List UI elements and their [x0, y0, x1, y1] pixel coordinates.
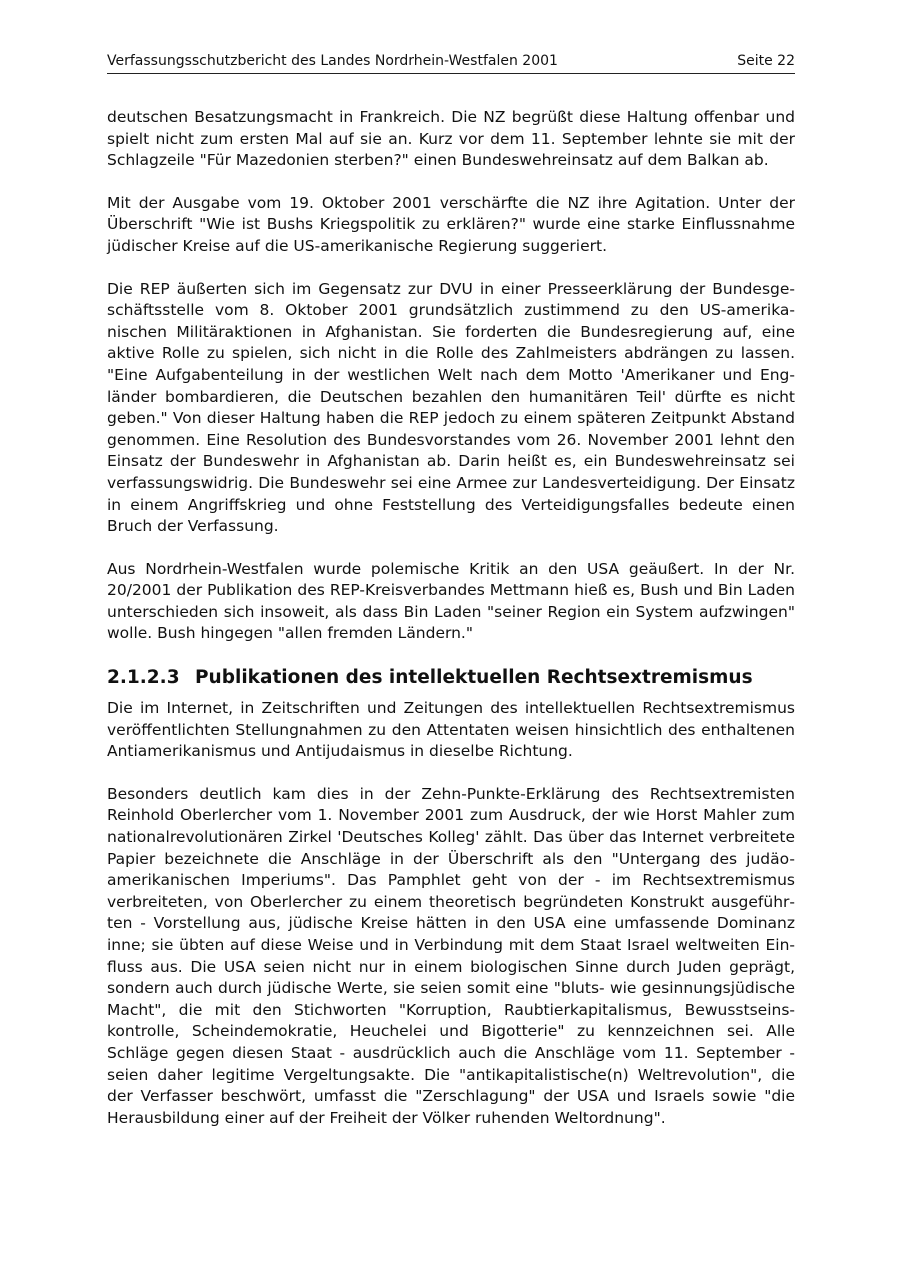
page-content — [107, 107, 795, 1129]
section-title: Publikationen des intellektuellen Rechtsextremismus — [195, 667, 753, 689]
section-number: 2.1.2.3 — [107, 667, 180, 689]
page-number: Seite 22 — [737, 53, 795, 69]
paragraph: Besonders deutlich kam dies in der Zehn-Punkte-Erklärung des Rechtsextremisten Reinhold Oberlercher vom 1. November 2001 zum Ausdruck, der wie Horst Mahler zum nationalrevolutionären Zirkel 'Deutsches Kolleg' zählt. Das über das Internet verbreitete Papier bezeichnete die Anschläge in der Überschrift als den "Untergang des judäo-amerikanischen Imperiums". Das Pamphlet geht von der - im Rechtsextremismus verbreiteten, von Oberlercher zu einem theoretisch begründeten Konstrukt ausgeführten - Vorstellung aus, jüdische Kreise hätten in den USA eine umfassende Dominanz inne; sie übten auf diese Weise und in Verbindung mit dem Staat Israel weltweiten Einfluss aus. Die USA seien nicht nur in einem biologischen Sinne durch Juden geprägt, sondern auch durch jüdische Werte, sie seien somit eine "bluts- wie gesinnungsjüdische Macht", die mit den Stichworten "Korruption, Raubtierkapitalismus, Bewusstseinskontrolle, Scheindemokratie, Heuchelei und Bigotterie" zu kennzeichnen sei. Alle Schläge gegen diesen Staat - ausdrücklich auch die Anschläge vom 11. September - seien daher legitime Vergeltungsakte. Die "antikapitalistische(n) Weltrevolution", die der Verfasser beschwört, umfasst die "Zerschlagung" der USA und Israels sowie "die Herausbildung einer auf der Freiheit der Völker ruhenden Weltordnung". — [107, 784, 795, 1127]
paragraph: deutschen Besatzungsmacht in Frankreich. Die NZ begrüßt diese Haltung offenbar und spielt nicht zum ersten Mal auf sie an. Kurz vor dem 11. September lehnte sie mit der Schlagzeile "Für Mazedonien sterben?" einen Bundeswehreinsatz auf dem Balkan ab. — [107, 108, 795, 170]
paragraph: Die im Internet, in Zeitschriften und Zeitungen des intellektuellen Rechtsextremismus veröffentlichten Stellungnahmen zu den Attentaten weisen hinsichtlich des enthaltenen Antiamerikanismus und Antijudaismus in dieselbe Richtung. — [107, 699, 795, 761]
document-page — [107, 52, 795, 1150]
paragraph: Aus Nordrhein-Westfalen wurde polemische Kritik an den USA geäußert. In der Nr. 20/2001 der Publikation des REP-Kreisverbandes Mettmann hieß es, Bush und Bin Laden unterschieden sich insoweit, als dass Bin Laden "seiner Region ein System aufzwingen" wolle. Bush hingegen "allen fremden Ländern." — [107, 559, 795, 643]
paragraph: Die REP äußerten sich im Gegensatz zur DVU in einer Presseerklärung der Bundesgeschäftsstelle vom 8. Oktober 2001 grundsätzlich zustimmend zu den US-amerikanischen Militäraktionen in Afghanistan. Sie forderten die Bundesregierung auf, eine aktive Rolle zu spielen, sich nicht in die Rolle des Zahlmeisters abdrängen zu lassen. "Eine Aufgabenteilung in der westlichen Welt nach dem Motto 'Amerikaner und Engländer bombardieren, die Deutschen bezahlen den humanitären Teil' dürfte es nicht geben." Von dieser Haltung haben die REP jedoch zu einem späteren Zeitpunkt Abstand genommen. Eine Resolution des Bundesvorstandes vom 26. November 2001 lehnt den Einsatz der Bundeswehr in Afghanistan ab. Darin heißt es, ein Bundeswehreinsatz sei verfassungswidrig. Die Bundeswehr sei eine Armee zur Landesverteidigung. Der Einsatz in einem Angriffskrieg und ohne Feststellung des Verteidigungsfalles bedeute einen Bruch der Verfassung. — [107, 279, 795, 536]
page-header — [107, 52, 795, 74]
section-heading — [107, 666, 795, 690]
paragraph: Mit der Ausgabe vom 19. Oktober 2001 verschärfte die NZ ihre Agitation. Unter der Überschrift "Wie ist Bushs Kriegspolitik zu erklären?" wurde eine starke Einflussnahme jüdischer Kreise auf die US-amerikanische Regierung suggeriert. — [107, 193, 795, 255]
header-title: Verfassungsschutzbericht des Landes Nordrhein-Westfalen 2001 — [107, 53, 558, 69]
